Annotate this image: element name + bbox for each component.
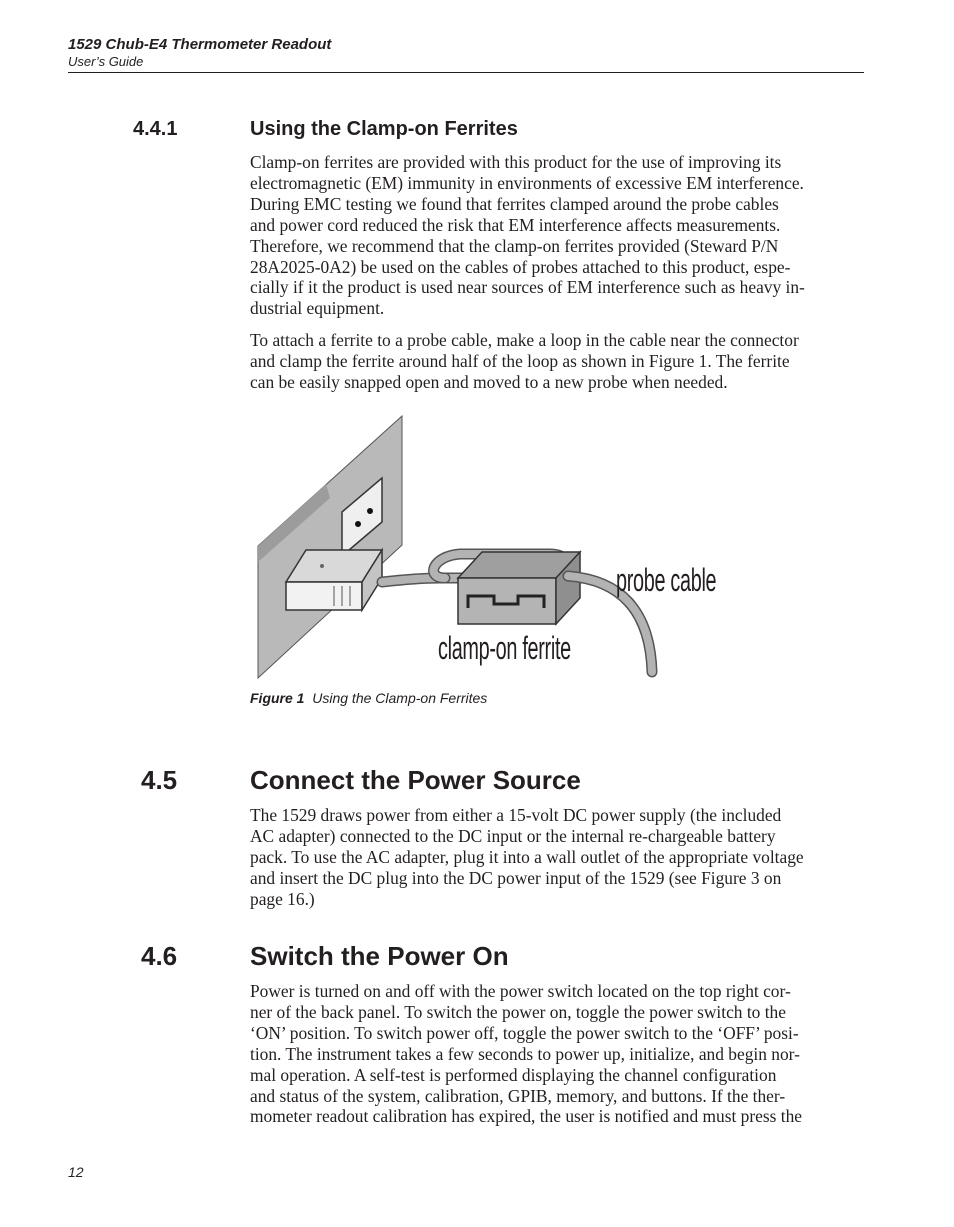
section-441-number: 4.4.1 xyxy=(133,118,178,140)
socket-pin xyxy=(367,508,373,514)
section-441-title: Using the Clamp-on Ferrites xyxy=(250,118,518,140)
connector-dot xyxy=(320,564,324,568)
page-number: 12 xyxy=(68,1164,84,1180)
header-title: 1529 Chub-E4 Thermometer Readout xyxy=(68,36,332,53)
label-probe-cable: probe cable xyxy=(616,562,717,598)
section-46-title: Switch the Power On xyxy=(250,941,509,971)
socket-pin xyxy=(355,521,361,527)
section-45-title: Connect the Power Source xyxy=(250,765,581,795)
panel-plate xyxy=(258,416,402,678)
section-46-number: 4.6 xyxy=(141,941,178,971)
figure-caption-number: Figure 1 xyxy=(250,690,305,706)
header-subtitle: User’s Guide xyxy=(68,54,144,69)
figure-clamp-on-ferrite xyxy=(250,410,740,690)
section-45-number: 4.5 xyxy=(141,765,178,795)
connector-front xyxy=(286,582,362,610)
figure-caption-text: Using the Clamp-on Ferrites xyxy=(312,690,488,706)
figure-caption xyxy=(250,689,487,707)
label-clamp-on-ferrite: clamp-on ferrite xyxy=(438,630,571,666)
header-rule xyxy=(68,72,864,73)
running-header xyxy=(68,36,864,70)
section-45-paragraph: The 1529 draws power from either a 15-volt DC power supply (the included AC adapter) connected to the DC input or the internal re-chargeable battery pack. To use the AC adapter, plug it into a wall outlet of the appropriate voltage and insert the DC plug into the DC power input of the 1529 (see Figure 3 on page 16.) xyxy=(250,805,804,909)
ferrite-front xyxy=(458,578,556,624)
section-46-paragraph: Power is turned on and off with the power switch located on the top right cor- ner of the back panel. To switch the power on, toggle the power switch to the ‘ON’ position. To switch power off, toggle the power switch to the ‘OFF’ posi- tion. The instrument takes a few seconds to power up, initialize, and begin nor- mal operation. A self-test is performed displaying the channel configuration and status of the system, calibration, GPIB, memory, and buttons. If the ther- mometer readout calibration has expired, the user is notified and must press the xyxy=(250,981,802,1127)
section-441-paragraph-1: Clamp-on ferrites are provided with this product for the use of improving its electromagnetic (EM) immunity in environments of excessive EM interference. During EMC testing we found that ferrites clamped around the probe cables and power cord reduced the risk that EM interference affects measurements. Therefore, we recommend that the clamp-on ferrites provided (Steward P/N 28A2025-0A2) be used on the cables of probes attached to this product, espe- cially if it the product is used near sources of EM interference such as heavy in- dustrial equipment. xyxy=(250,152,805,319)
section-441-paragraph-2: To attach a ferrite to a probe cable, make a loop in the cable near the connector and clamp the ferrite around half of the loop as shown in Figure 1. The ferrite can be easily snapped open and moved to a new probe when needed. xyxy=(250,330,799,392)
